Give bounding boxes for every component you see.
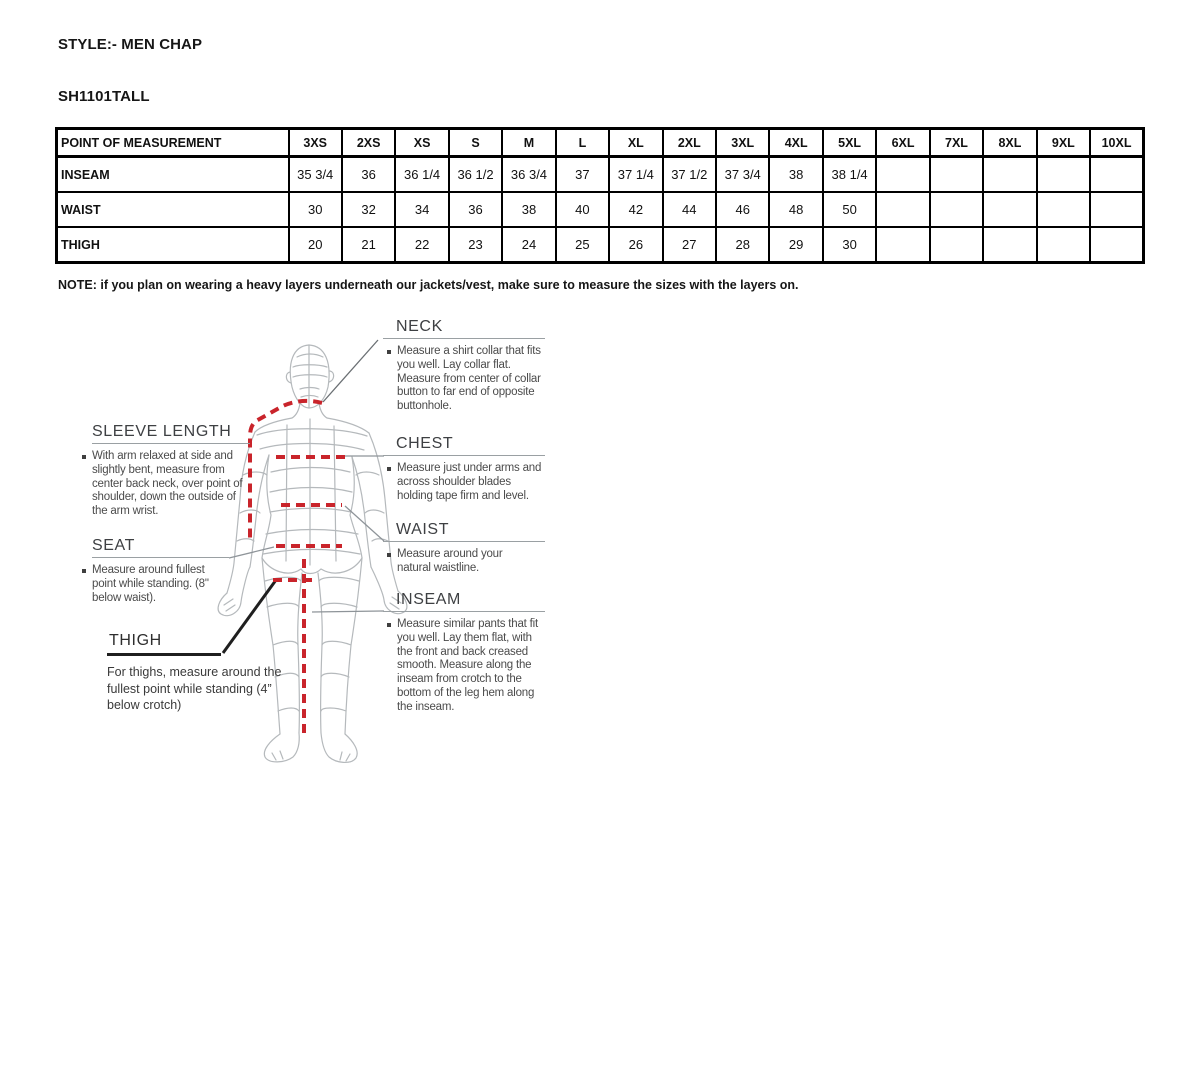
measurement-cell: 20 <box>289 227 342 263</box>
row-label: WAIST <box>57 192 289 227</box>
column-header-size: 4XL <box>769 129 822 157</box>
column-header-size: 9XL <box>1037 129 1090 157</box>
bullet-icon <box>82 569 86 573</box>
callout-waist-title: WAIST <box>383 521 545 542</box>
measurement-cell: 50 <box>823 192 876 227</box>
connector-lines <box>229 456 384 612</box>
column-header-size: 10XL <box>1090 129 1143 157</box>
measurement-cell <box>876 227 929 263</box>
column-header-size: 3XL <box>716 129 769 157</box>
measurement-cell <box>930 227 983 263</box>
column-header-size: 3XS <box>289 129 342 157</box>
callout-chest <box>383 435 545 503</box>
style-code: SH1101TALL <box>58 88 150 105</box>
measurement-cell: 34 <box>395 192 448 227</box>
measurement-cell <box>1090 192 1143 227</box>
measurement-cell: 38 <box>502 192 555 227</box>
measurement-cell <box>1037 227 1090 263</box>
measurement-cell: 36 <box>449 192 502 227</box>
callout-sleeve-length-title: SLEEVE LENGTH <box>92 423 250 444</box>
measurement-cell <box>876 157 929 193</box>
table-row <box>57 192 1144 227</box>
measurement-cell <box>1090 227 1143 263</box>
measurement-cell: 46 <box>716 192 769 227</box>
callout-thigh-title: THIGH <box>107 632 221 656</box>
callout-neck-title: NECK <box>383 318 545 339</box>
column-header-size: M <box>502 129 555 157</box>
callout-sleeve-length-text: With arm relaxed at side and slightly bent, measure from center back neck, over point of shoulder, down the outside of the arm wrist. <box>92 450 243 518</box>
size-table <box>55 127 1145 264</box>
column-header-size: 2XL <box>663 129 716 157</box>
measurement-cell: 36 1/4 <box>395 157 448 193</box>
note-text: NOTE: if you plan on wearing a heavy layers underneath our jackets/vest, make sure to measure the sizes with the layers on. <box>58 278 799 292</box>
measurement-cell: 42 <box>609 192 662 227</box>
measurement-cell: 29 <box>769 227 822 263</box>
callout-inseam-text: Measure similar pants that fit you well. Lay them flat, with the front and back creased smooth. Measure along the inseam from crotch to the bottom of the leg hem along the inseam. <box>397 618 539 713</box>
bullet-icon <box>387 623 391 627</box>
size-table-header <box>57 129 1144 157</box>
column-header-size: 7XL <box>930 129 983 157</box>
bullet-icon <box>387 553 391 557</box>
inseam-connector-line <box>312 611 384 612</box>
column-header-label: POINT OF MEASUREMENT <box>57 129 289 157</box>
measurement-cell <box>1037 192 1090 227</box>
column-header-size: 6XL <box>876 129 929 157</box>
measurement-cell <box>876 192 929 227</box>
measurement-cell: 28 <box>716 227 769 263</box>
measurement-cell: 38 1/4 <box>823 157 876 193</box>
measurement-cell <box>983 157 1036 193</box>
measurement-cell: 37 3/4 <box>716 157 769 193</box>
table-row <box>57 157 1144 193</box>
measurement-cell <box>1037 157 1090 193</box>
measurement-cell: 21 <box>342 227 395 263</box>
column-header-size: XS <box>395 129 448 157</box>
measurement-cell: 24 <box>502 227 555 263</box>
column-header-size: 5XL <box>823 129 876 157</box>
callout-thigh-text: For thighs, measure around the fullest point while standing (4” below crotch) <box>107 665 282 712</box>
callout-waist <box>383 521 545 576</box>
measurement-cell: 26 <box>609 227 662 263</box>
bullet-icon <box>387 467 391 471</box>
callout-chest-text: Measure just under arms and across shoulder blades holding tape firm and level. <box>397 462 542 502</box>
callout-seat-title: SEAT <box>92 537 229 558</box>
row-label: THIGH <box>57 227 289 263</box>
column-header-size: XL <box>609 129 662 157</box>
callout-neck <box>383 318 545 414</box>
measurement-cell <box>930 192 983 227</box>
measurement-cell: 36 1/2 <box>449 157 502 193</box>
callout-thigh <box>107 632 287 714</box>
measurement-cell: 37 1/4 <box>609 157 662 193</box>
callout-inseam <box>383 591 545 715</box>
callout-sleeve-length <box>92 423 250 519</box>
table-row <box>57 227 1144 263</box>
callout-chest-title: CHEST <box>383 435 545 456</box>
measurement-cell <box>983 227 1036 263</box>
measurement-cell: 37 1/2 <box>663 157 716 193</box>
column-header-size: 2XS <box>342 129 395 157</box>
column-header-size: 8XL <box>983 129 1036 157</box>
callout-neck-text: Measure a shirt collar that fits you well. Lay collar flat. Measure from center of collar button to far end of opposite buttonhole. <box>397 345 541 413</box>
measurement-cell: 22 <box>395 227 448 263</box>
measurement-cell <box>930 157 983 193</box>
measurement-cell <box>1090 157 1143 193</box>
measurement-cell: 37 <box>556 157 609 193</box>
measurement-cell: 30 <box>823 227 876 263</box>
measurement-cell: 23 <box>449 227 502 263</box>
callout-waist-text: Measure around your natural waistline. <box>397 548 503 574</box>
measurement-cell: 48 <box>769 192 822 227</box>
bullet-icon <box>82 455 86 459</box>
bullet-icon <box>387 350 391 354</box>
column-header-size: S <box>449 129 502 157</box>
measurement-cell: 36 3/4 <box>502 157 555 193</box>
size-table-body <box>57 157 1144 263</box>
callout-seat <box>92 537 229 605</box>
row-label: INSEAM <box>57 157 289 193</box>
measurement-cell: 25 <box>556 227 609 263</box>
measurement-cell: 30 <box>289 192 342 227</box>
measurement-cell: 44 <box>663 192 716 227</box>
measurement-cell: 38 <box>769 157 822 193</box>
measurement-cell: 32 <box>342 192 395 227</box>
page-title: STYLE:- MEN CHAP <box>58 36 203 53</box>
column-header-size: L <box>556 129 609 157</box>
measurement-cell: 27 <box>663 227 716 263</box>
measurement-diagram <box>0 315 600 795</box>
measurement-cell <box>983 192 1036 227</box>
measurement-cell: 36 <box>342 157 395 193</box>
callout-seat-text: Measure around fullest point while standing. (8" below waist). <box>92 564 209 604</box>
measurement-cell: 40 <box>556 192 609 227</box>
callout-inseam-title: INSEAM <box>383 591 545 612</box>
measurement-cell: 35 3/4 <box>289 157 342 193</box>
